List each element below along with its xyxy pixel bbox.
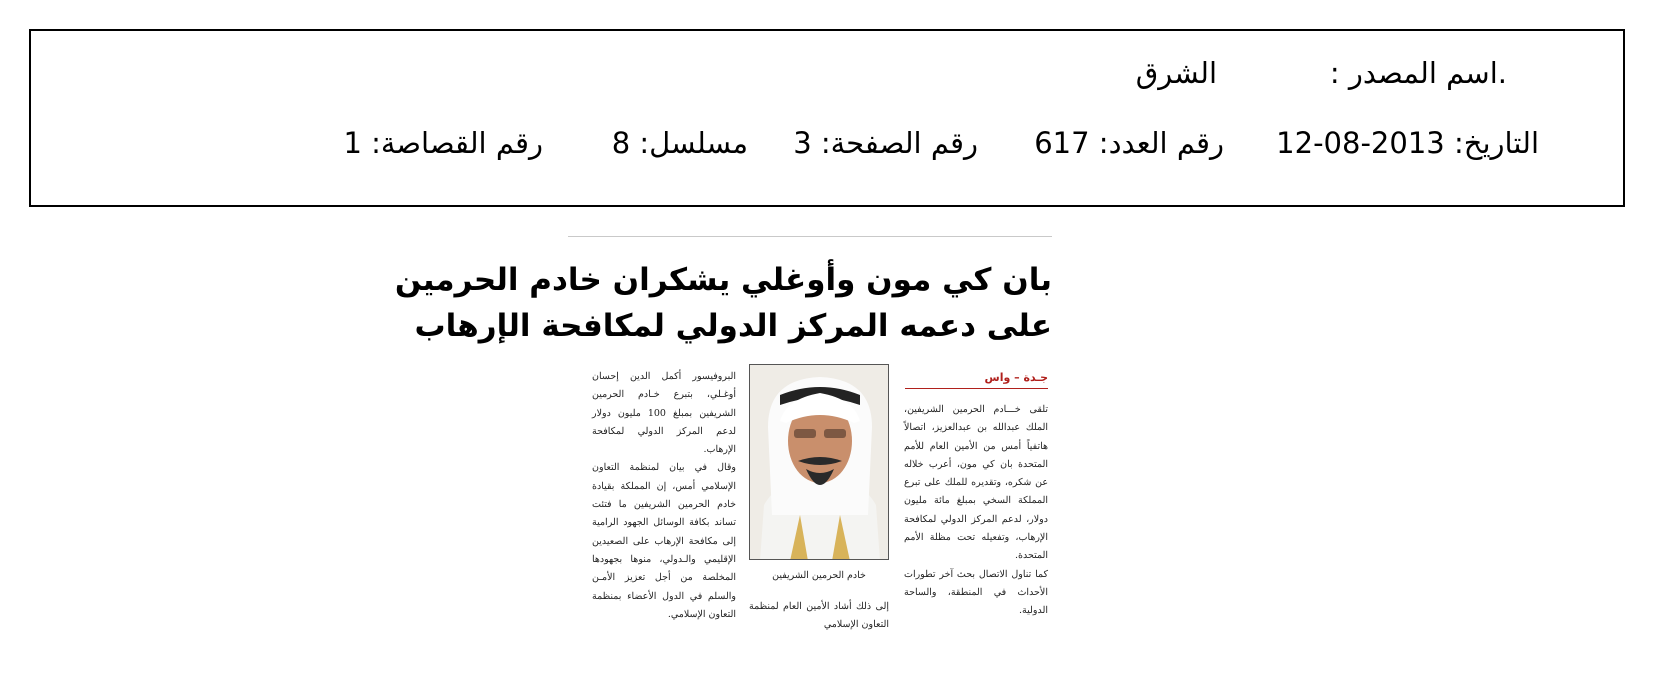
date-field: التاريخ: 2013-08-12 — [1276, 126, 1539, 160]
top-divider — [568, 236, 1052, 237]
dateline-divider — [905, 388, 1048, 389]
photo-caption: خادم الحرمين الشريفين — [772, 570, 866, 581]
paragraph: تلقى خـــادم الحرمين الشريفين، الملك عبدالله بن عبدالعزيز، اتصالاً هاتفياً أمس من الأمين العام للأمم المتحدة بان كي مون، أعرب خلاله عن شكره، وتقديره للملك على تبرع المملكة السخي بمبلغ مائة مليون دولار، لدعم المركز الدولي لمكافحة الإرهاب، وتفعيله تحت مظلة الأمم المتحدة. — [904, 404, 1048, 562]
paragraph: البروفيسور أكمل الدين إحسان أوغـلي، بتبرع خـادم الحرمين الشريفين بمبلغ 100 مليون دولار لدعم المركز الدولي لمكافحة الإرهاب. — [592, 371, 736, 456]
dateline: جـدة – واس — [984, 371, 1048, 384]
article-column-middle — [749, 598, 889, 635]
article-column-right — [904, 401, 1048, 621]
page-field: رقم الصفحة: 3 — [793, 126, 978, 160]
headline-line-1: بان كي مون وأوغلي يشكران خادم الحرمين — [394, 262, 1052, 298]
portrait-photo — [749, 364, 889, 560]
serial-field: مسلسل: 8 — [611, 126, 748, 160]
article-column-left — [592, 368, 736, 624]
source-value: الشرق — [1135, 56, 1217, 90]
clip-field: رقم القصاصة: 1 — [343, 126, 543, 160]
portrait-image — [750, 365, 889, 560]
source-label: .اسم المصدر : — [1329, 56, 1507, 90]
paragraph: كما تناول الاتصال بحث آخر تطورات الأحداث في المنطقة، والساحة الدولية. — [904, 568, 1048, 617]
metadata-box — [29, 29, 1625, 207]
paragraph: وقال في بيان لمنظمة التعاون الإسلامي أمس، إن المملكة بقيادة خادم الحرمين الشريفين ما فتئت تساند بكافة الوسائل الجهود الرامية إلى مكافحة الإرهاب على الصعيدين الإقليمي والـدولي، منوها بجهودها المخلصة من أجل تعزيز الأمـن والسلم في الدول الأعضاء بمنظمة التعاون الإسلامي. — [592, 462, 736, 620]
paragraph: إلى ذلك أشاد الأمين العام لمنظمة التعاون الإسلامي — [749, 601, 889, 631]
issue-field: رقم العدد: 617 — [1034, 126, 1224, 160]
news-clipping — [394, 236, 1052, 656]
headline-line-2: على دعمه المركز الدولي لمكافحة الإرهاب — [414, 308, 1052, 344]
